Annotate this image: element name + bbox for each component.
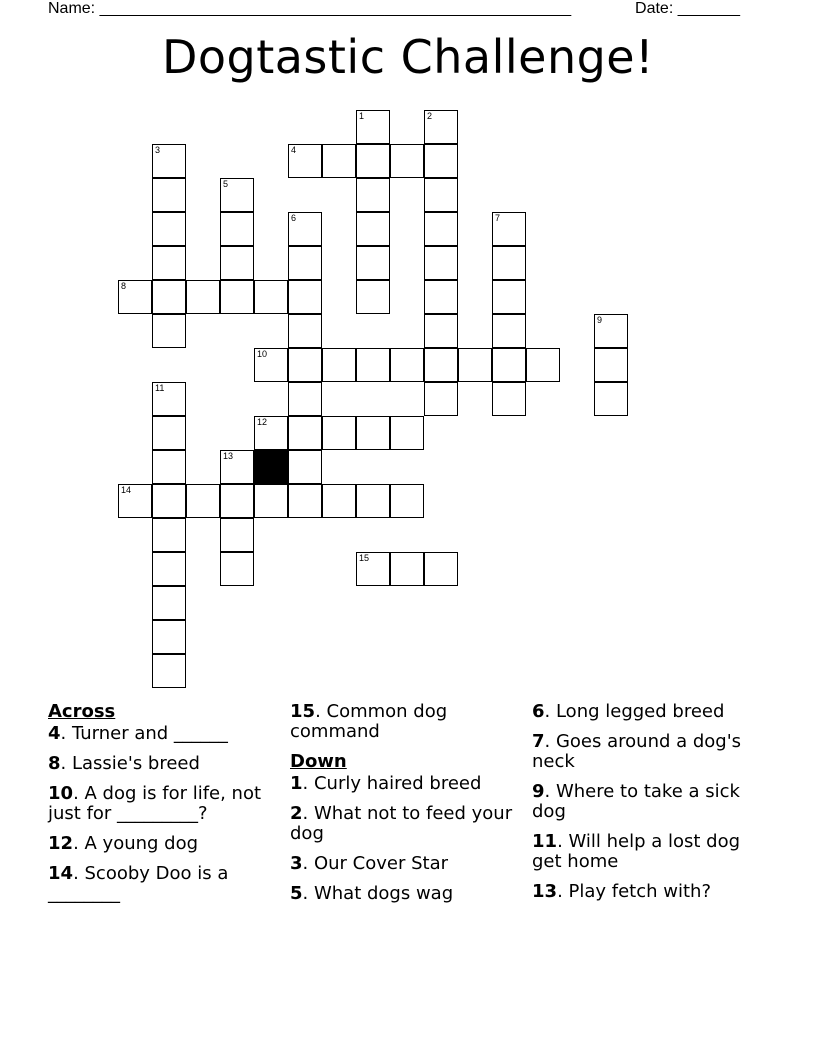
clue-number: 7	[532, 731, 545, 752]
grid-cell[interactable]	[424, 280, 458, 314]
clue-number: 2	[290, 803, 303, 824]
cell-number: 12	[257, 417, 268, 427]
grid-cell[interactable]	[492, 280, 526, 314]
clue-number: 9	[532, 781, 545, 802]
cell-number: 4	[291, 145, 297, 155]
clue-number: 5	[290, 883, 303, 904]
grid-cell[interactable]	[526, 348, 560, 382]
clues-column-3	[532, 702, 757, 912]
grid-cell[interactable]	[356, 144, 390, 178]
clue-item	[532, 702, 757, 722]
grid-cell[interactable]	[356, 484, 390, 518]
grid-cell[interactable]	[424, 178, 458, 212]
grid-cell[interactable]	[220, 246, 254, 280]
grid-cell[interactable]	[492, 348, 526, 382]
clue-item	[290, 884, 515, 904]
grid-cell[interactable]	[186, 484, 220, 518]
cell-number: 6	[291, 213, 297, 223]
grid-cell[interactable]	[424, 110, 458, 144]
grid-cell[interactable]	[220, 552, 254, 586]
clue-number: 1	[290, 773, 303, 794]
grid-cell[interactable]	[152, 518, 186, 552]
clue-text: . Play fetch with?	[557, 881, 712, 902]
page-title: Dogtastic Challenge!	[161, 30, 655, 84]
clues-column-2	[290, 702, 515, 914]
cell-number: 13	[223, 451, 234, 461]
grid-cell[interactable]	[152, 246, 186, 280]
clue-number: 14	[48, 863, 74, 884]
grid-cell[interactable]	[424, 382, 458, 416]
clue-item	[48, 864, 273, 904]
clue-item	[532, 732, 757, 772]
grid-cell[interactable]	[492, 212, 526, 246]
cell-number: 2	[427, 111, 433, 121]
cell-number: 1	[359, 111, 365, 121]
clue-number: 3	[290, 853, 303, 874]
grid-cell[interactable]	[118, 484, 152, 518]
clue-text: . Common dog command	[290, 701, 448, 742]
grid-cell[interactable]	[424, 212, 458, 246]
grid-cell[interactable]	[152, 382, 186, 416]
clue-number: 13	[532, 881, 558, 902]
clue-text: . A dog is for life, not just for _________?	[48, 783, 262, 824]
clue-item	[532, 882, 757, 902]
grid-cell[interactable]	[424, 552, 458, 586]
grid-cell[interactable]	[424, 144, 458, 178]
clue-number: 15	[290, 701, 316, 722]
grid-cell[interactable]	[288, 314, 322, 348]
clue-item	[48, 754, 273, 774]
grid-cell[interactable]	[424, 348, 458, 382]
clue-number: 12	[48, 833, 74, 854]
grid-cell[interactable]	[288, 450, 322, 484]
grid-cell[interactable]	[152, 416, 186, 450]
grid-cell[interactable]	[492, 314, 526, 348]
clue-text: . Curly haired breed	[302, 773, 482, 794]
clue-number: 4	[48, 723, 61, 744]
clue-text: . Goes around a dog's neck	[532, 731, 742, 772]
down-heading: Down	[290, 751, 347, 772]
grid-cell[interactable]	[594, 314, 628, 348]
grid-cell[interactable]	[322, 348, 356, 382]
grid-cell[interactable]	[152, 620, 186, 654]
grid-cell[interactable]	[288, 280, 322, 314]
cell-number: 11	[155, 383, 165, 393]
grid-cell[interactable]	[152, 484, 186, 518]
clue-item	[48, 724, 273, 744]
clue-item	[48, 784, 273, 824]
date-field[interactable]: Date: _______	[635, 0, 740, 17]
grid-cell[interactable]	[254, 416, 288, 450]
grid-cell[interactable]	[390, 416, 424, 450]
grid-cell[interactable]	[356, 416, 390, 450]
grid-cell[interactable]	[152, 144, 186, 178]
grid-cell[interactable]	[152, 586, 186, 620]
grid-cell[interactable]	[186, 280, 220, 314]
grid-cell[interactable]	[220, 280, 254, 314]
cell-number: 7	[495, 213, 501, 223]
grid-cell[interactable]	[220, 212, 254, 246]
grid-cell[interactable]	[594, 382, 628, 416]
grid-cell[interactable]	[152, 280, 186, 314]
across-heading: Across	[48, 701, 116, 722]
grid-cell[interactable]	[594, 348, 628, 382]
cell-number: 5	[223, 179, 229, 189]
clue-item	[290, 854, 515, 874]
grid-cell[interactable]	[356, 212, 390, 246]
clue-number: 6	[532, 701, 545, 722]
grid-cell[interactable]	[288, 382, 322, 416]
grid-cell[interactable]	[254, 484, 288, 518]
grid-cell[interactable]	[254, 348, 288, 382]
grid-cell[interactable]	[390, 348, 424, 382]
clue-number: 11	[532, 831, 558, 852]
name-field[interactable]: Name: _____________________________________________________	[48, 0, 572, 17]
grid-cell[interactable]	[118, 280, 152, 314]
clue-text: . Scooby Doo is a ________	[48, 863, 229, 904]
grid-cell[interactable]	[492, 382, 526, 416]
grid-cell[interactable]	[356, 552, 390, 586]
clues-column-1	[48, 702, 273, 914]
grid-cell[interactable]	[322, 484, 356, 518]
grid-cell[interactable]	[152, 178, 186, 212]
grid-cell[interactable]	[152, 654, 186, 688]
cell-number: 3	[155, 145, 161, 155]
grid-cell[interactable]	[152, 212, 186, 246]
grid-cell[interactable]	[288, 484, 322, 518]
clue-text: . Lassie's breed	[60, 753, 200, 774]
grid-cell[interactable]	[288, 212, 322, 246]
grid-cell[interactable]	[356, 246, 390, 280]
clue-number: 10	[48, 783, 74, 804]
grid-cell[interactable]	[152, 552, 186, 586]
clue-text: . Will help a lost dog get home	[532, 831, 741, 872]
clue-text: . What not to feed your dog	[290, 803, 513, 844]
clue-text: . Turner and ______	[60, 723, 228, 744]
grid-cell[interactable]	[288, 416, 322, 450]
cell-number: 9	[597, 315, 603, 325]
grid-cell[interactable]	[492, 246, 526, 280]
grid-cell[interactable]	[424, 314, 458, 348]
clue-text: . A young dog	[73, 833, 199, 854]
grid-cell[interactable]	[458, 348, 492, 382]
grid-cell[interactable]	[356, 280, 390, 314]
clue-item	[532, 782, 757, 822]
grid-cell[interactable]	[390, 484, 424, 518]
grid-cell[interactable]	[220, 450, 254, 484]
grid-cell[interactable]	[424, 246, 458, 280]
grid-cell[interactable]	[356, 110, 390, 144]
clue-item	[290, 774, 515, 794]
grid-cell[interactable]	[152, 314, 186, 348]
black-cell	[254, 450, 288, 484]
clue-text: . What dogs wag	[302, 883, 454, 904]
clue-text: . Long legged breed	[544, 701, 725, 722]
clue-item	[532, 832, 757, 872]
grid-cell[interactable]	[220, 518, 254, 552]
grid-cell[interactable]	[356, 178, 390, 212]
grid-cell[interactable]	[152, 450, 186, 484]
clue-item	[290, 804, 515, 844]
grid-cell[interactable]	[356, 348, 390, 382]
grid-cell[interactable]	[288, 348, 322, 382]
clue-item	[290, 702, 515, 742]
grid-cell[interactable]	[288, 144, 322, 178]
clue-text: . Where to take a sick dog	[532, 781, 740, 822]
cell-number: 10	[257, 349, 268, 359]
clue-text: . Our Cover Star	[302, 853, 449, 874]
grid-cell[interactable]	[322, 144, 356, 178]
grid-cell[interactable]	[322, 416, 356, 450]
cell-number: 14	[121, 485, 132, 495]
grid-cell[interactable]	[390, 144, 424, 178]
grid-cell[interactable]	[390, 552, 424, 586]
clue-item	[48, 834, 273, 854]
cell-number: 15	[359, 553, 370, 563]
grid-cell[interactable]	[254, 280, 288, 314]
cell-number: 8	[121, 281, 127, 291]
grid-cell[interactable]	[288, 246, 322, 280]
grid-cell[interactable]	[220, 178, 254, 212]
clue-number: 8	[48, 753, 61, 774]
grid-cell[interactable]	[220, 484, 254, 518]
